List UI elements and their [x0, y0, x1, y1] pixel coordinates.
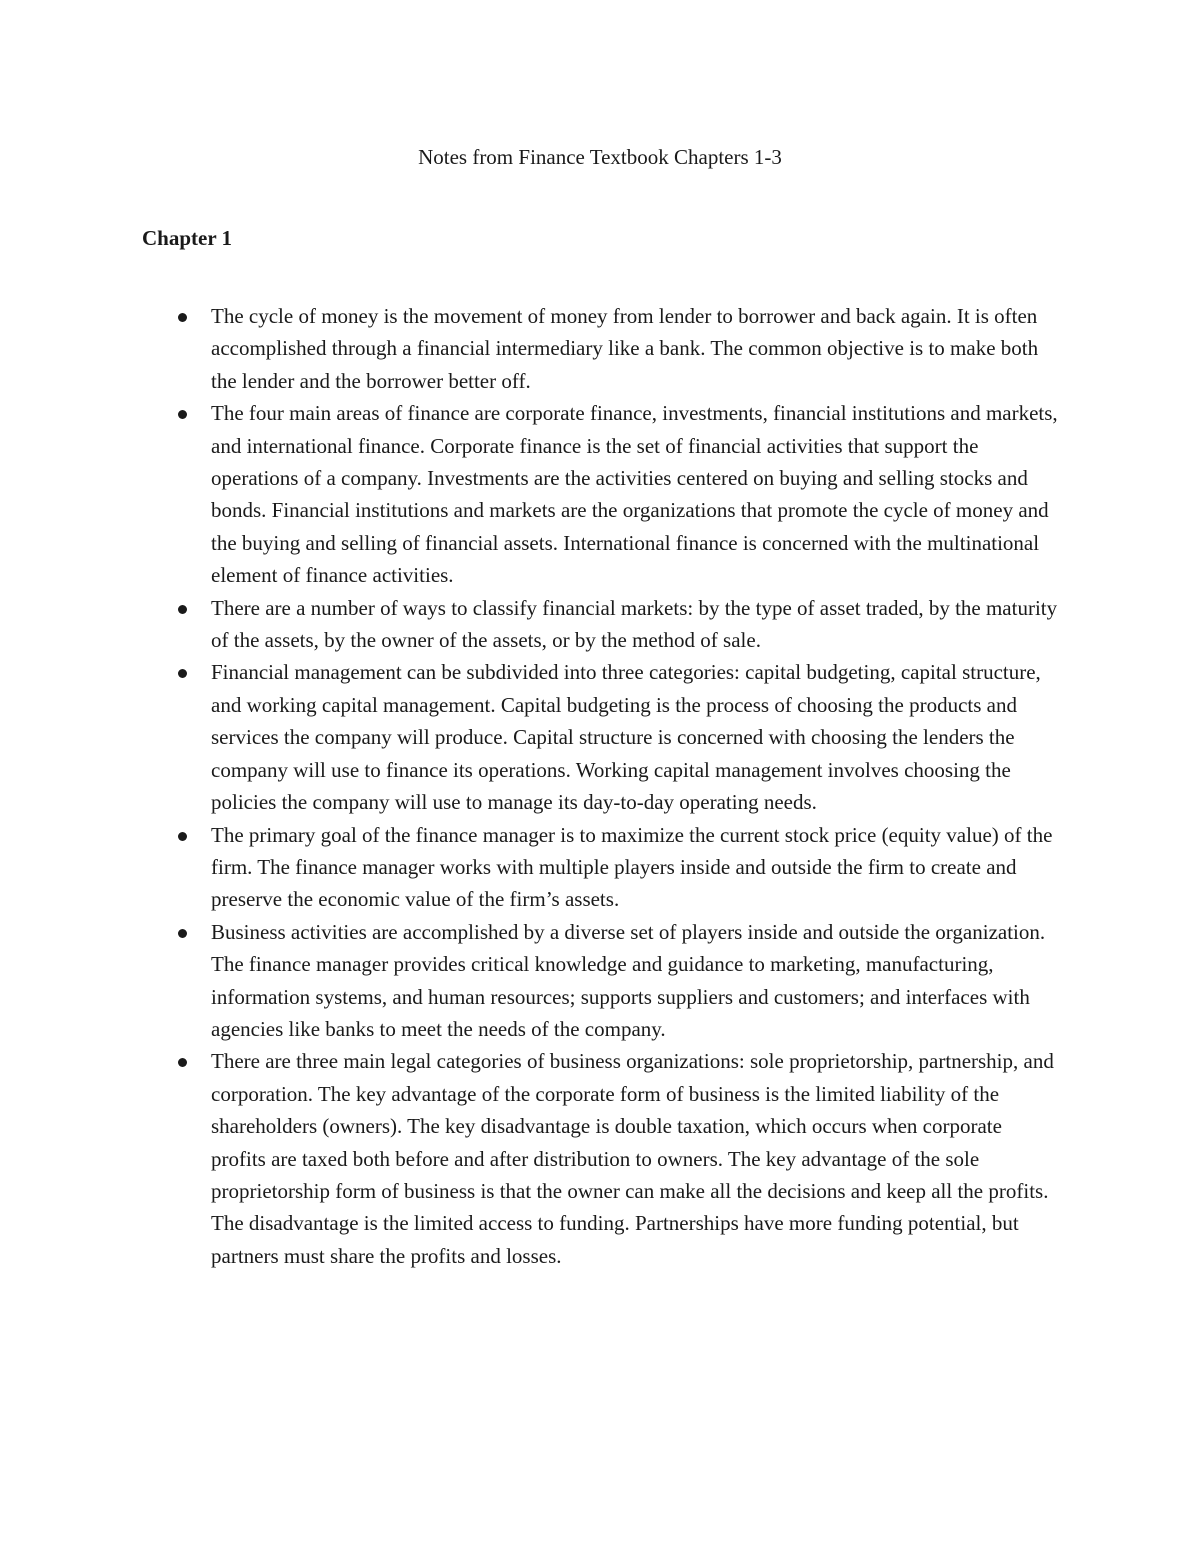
- list-item: [142, 916, 1058, 1046]
- list-item-text: The four main areas of finance are corporate finance, investments, financial institutions and markets, and international finance. Corporate finance is the set of financial activities that support the operations of a company. Investments are the activities centered on buying and selling stocks and bonds. Financial institutions and markets are the organizations that promote the cycle of money and the buying and selling of financial assets. International finance is concerned with the multinational element of finance activities.: [211, 401, 1058, 588]
- bullet-icon: [178, 410, 187, 419]
- list-item: [142, 300, 1058, 397]
- list-item-text: There are three main legal categories of business organizations: sole proprietorship, partnership, and corporation. The key advantage of the corporate form of business is the limited liability of the shareholders (owners). The key disadvantage is double taxation, which occurs when corporate profits are taxed both before and after distribution to owners. The key advantage of the sole proprietorship form of business is that the owner can make all the decisions and keep all the profits. The disadvantage is the limited access to funding. Partnerships have more funding potential, but partners must share the profits and losses.: [211, 1049, 1054, 1268]
- chapter-heading: Chapter 1: [142, 226, 233, 250]
- bullet-icon: [178, 832, 187, 841]
- document-title: Notes from Finance Textbook Chapters 1-3: [418, 145, 782, 169]
- bullet-icon: [178, 929, 187, 938]
- list-item-text: Financial management can be subdivided into three categories: capital budgeting, capital structure, and working capital management. Capital budgeting is the process of choosing the products and services the company will produce. Capital structure is concerned with choosing the lenders the company will use to finance its operations. Working capital management involves choosing the policies the company will use to manage its day-to-day operating needs.: [211, 660, 1041, 815]
- list-item: [142, 397, 1058, 591]
- bullet-list: [142, 300, 1058, 1272]
- bullet-icon: [178, 669, 187, 678]
- list-item: [142, 1045, 1058, 1272]
- list-item: [142, 656, 1058, 818]
- list-item: [142, 592, 1058, 657]
- list-item-text: Business activities are accomplished by a diverse set of players inside and outside the organization. The finance manager provides critical knowledge and guidance to marketing, manufacturing, information systems, and human resources; supports suppliers and customers; and interfaces with agencies like banks to meet the needs of the company.: [211, 919, 1046, 1041]
- bullet-icon: [178, 313, 187, 322]
- list-item-text: The primary goal of the finance manager is to maximize the current stock price (equity value) of the firm. The finance manager works with multiple players inside and outside the firm to create and preserve the economic value of the firm’s assets.: [211, 822, 1053, 912]
- list-item-text: There are a number of ways to classify financial markets: by the type of asset traded, by the maturity of the assets, by the owner of the assets, or by the method of sale.: [211, 595, 1058, 653]
- bullet-icon: [178, 1058, 187, 1067]
- list-item-text: The cycle of money is the movement of money from lender to borrower and back again. It is often accomplished through a financial intermediary like a bank. The common objective is to make both the lender and the borrower better off.: [211, 304, 1039, 393]
- bullet-icon: [178, 605, 187, 614]
- list-item: [142, 819, 1058, 916]
